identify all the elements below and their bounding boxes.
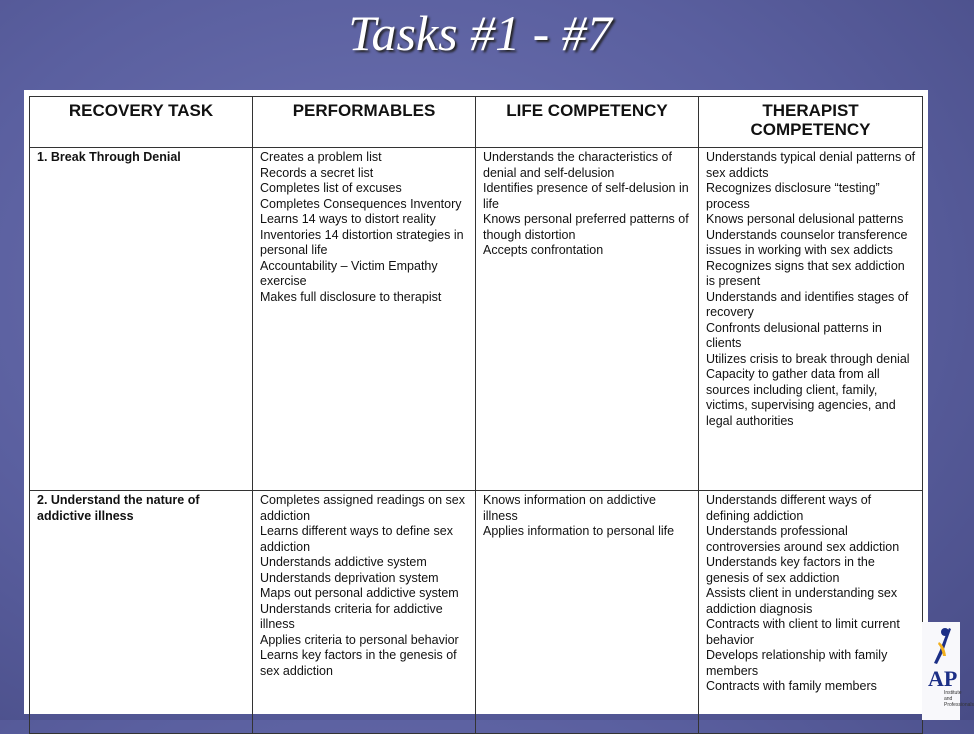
person-figure-icon xyxy=(931,626,953,666)
list-item: Accountability – Victim Empathy exercise xyxy=(260,258,438,288)
list-item: Knows personal delusional patterns xyxy=(706,212,904,226)
performables-cell xyxy=(253,148,476,491)
list-item: Makes full disclosure to therapist xyxy=(260,289,442,304)
list-item: Accepts confrontation xyxy=(483,243,604,257)
slide-title: Tasks #1 - #7 xyxy=(348,5,612,61)
list-item: Recognizes signs that sex addiction is present xyxy=(706,258,905,288)
list-item: Understands the characteristics of denial and self-delusion xyxy=(483,150,672,180)
therapist-competency-cell xyxy=(699,491,923,734)
tasks-table xyxy=(29,96,923,734)
header-life-competency: LIFE COMPETENCY xyxy=(476,97,699,148)
list-item: Completes Consequences Inventory xyxy=(260,196,462,211)
list-item: Knows personal preferred patterns of though distortion xyxy=(483,212,689,242)
recovery-task-cell: 1. Break Through Denial xyxy=(30,148,253,491)
list-item: Knows information on addictive illness xyxy=(483,493,657,523)
table-row xyxy=(30,491,923,734)
list-item: Confronts delusional patterns in clients xyxy=(706,320,882,350)
list-item: Understands key factors in the genesis of sex addiction xyxy=(706,555,875,585)
logo-small-text: Institute and Professionals xyxy=(944,690,974,708)
header-performables: PERFORMABLES xyxy=(253,97,476,148)
list-item: Identifies presence of self-delusion in life xyxy=(483,181,689,211)
therapist-competency-cell xyxy=(699,148,923,491)
list-item: Maps out personal addictive system xyxy=(260,586,459,600)
list-item: Inventories 14 distortion strategies in personal life xyxy=(260,227,464,257)
list-item: Contracts with family members xyxy=(706,679,877,693)
list-item: Assists client in understanding sex addiction diagnosis xyxy=(706,586,898,616)
list-item: Records a secret list xyxy=(260,165,374,180)
table-header-row xyxy=(30,97,923,148)
list-item: Understands counselor transference issues in working with sex addicts xyxy=(706,227,908,257)
list-item: Understands criteria for addictive illness xyxy=(260,601,443,631)
list-item: Understands deprivation system xyxy=(260,570,439,585)
list-item: Understands professional controversies around sex addiction xyxy=(706,524,900,554)
list-item: Learns different ways to define sex addiction xyxy=(260,524,453,554)
list-item: Utilizes crisis to break through denial xyxy=(706,351,910,366)
list-item: Understands typical denial patterns of sex addicts xyxy=(706,150,916,180)
table-row xyxy=(30,148,923,491)
recovery-task-cell: 2. Understand the nature of addictive illness xyxy=(30,491,253,734)
list-item: Applies criteria to personal behavior xyxy=(260,632,459,647)
header-therapist-competency: THERAPIST COMPETENCY xyxy=(699,97,923,148)
list-item: Creates a problem list xyxy=(260,150,382,164)
list-item: Capacity to gather data from all sources including client, family, victims, supervising agencies, and legal authorities xyxy=(706,367,896,428)
list-item: Contracts with client to limit current behavior xyxy=(706,617,900,647)
list-item: Applies information to personal life xyxy=(483,524,675,538)
list-item: Learns key factors in the genesis of sex addiction xyxy=(260,648,457,678)
list-item: Completes assigned readings on sex addiction xyxy=(260,493,465,523)
life-competency-cell xyxy=(476,148,699,491)
life-competency-cell xyxy=(476,491,699,734)
table-sheet xyxy=(24,90,928,714)
logo-text: AP xyxy=(928,666,958,691)
header-recovery-task: RECOVERY TASK xyxy=(30,97,253,148)
performables-cell xyxy=(253,491,476,734)
list-item: Completes list of excuses xyxy=(260,181,402,195)
list-item: Understands addictive system xyxy=(260,555,427,569)
list-item: Recognizes disclosure “testing” process xyxy=(706,181,880,211)
list-item: Understands and identifies stages of recovery xyxy=(706,289,909,319)
list-item: Understands different ways of defining addiction xyxy=(706,493,872,523)
list-item: Develops relationship with family members xyxy=(706,648,888,678)
list-item: Learns 14 ways to distort reality xyxy=(260,212,436,226)
logo xyxy=(922,622,974,720)
